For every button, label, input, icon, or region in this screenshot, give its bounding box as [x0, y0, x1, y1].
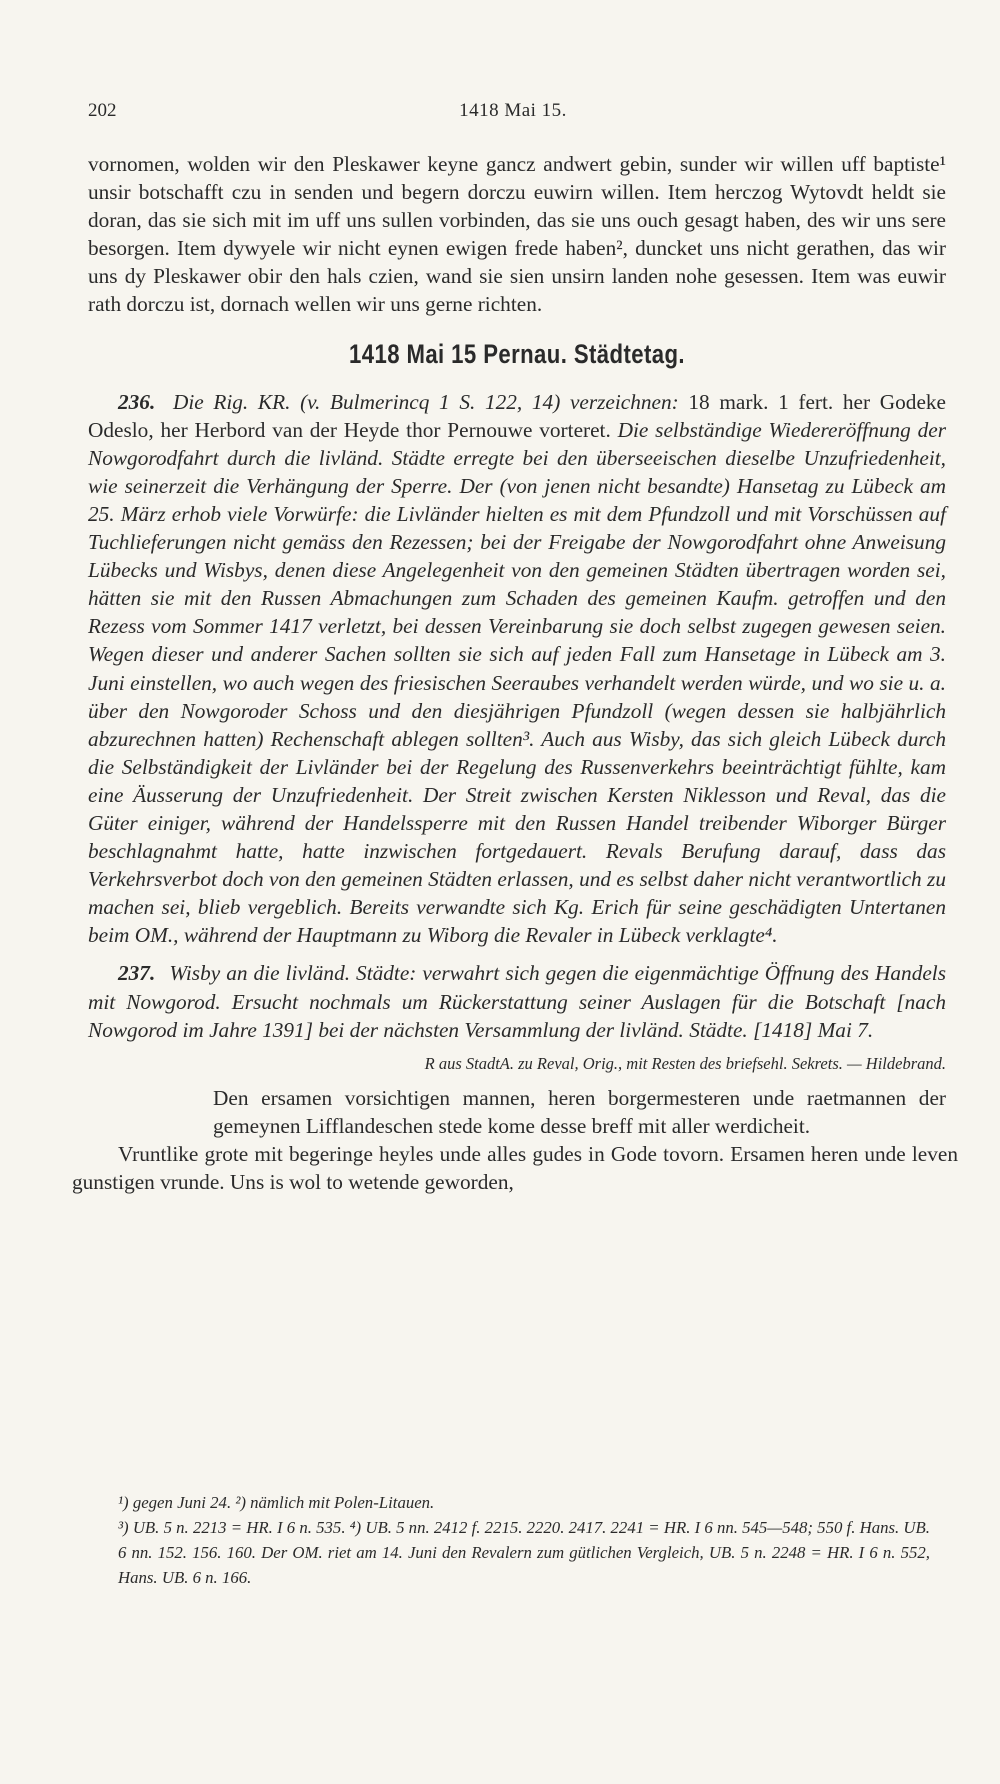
footnote-line-2: ³) UB. 5 n. 2213 = HR. I 6 n. 535. ⁴) UB. 5 nn. 2412 f. 2215. 2220. 2417. 2241 = HR. I 6 nn. 545—548; 550 f. Hans. UB. 6 nn. 152. 156. 160. Der OM. riet am 14. Juni den Revalern zum gütlichen Vergleich, UB. 5 n. 2248 = HR. I 6 n. 552, Hans. UB. 6 n. 166. [118, 1518, 930, 1587]
running-head: 1418 Mai 15. [459, 100, 567, 121]
footnotes [70, 1490, 930, 1590]
source-note: R aus StadtA. zu Reval, Orig., mit Resten des briefsehl. Sekrets. — Hildebrand. [424, 1053, 946, 1073]
entry-237-body: Wisby an die livländ. Städte: verwahrt sich gegen die eigenmächtige Öffnung des Handels mit Nowgorod. Ersucht nochmals um Rückerstattung seiner Auslagen für die Botschaft [nach Nowgorod im Jahre 1391] bei der nächsten Versammlung der livländ. Städte. [1418] Mai 7. [88, 961, 947, 1042]
main-text [72, 150, 958, 1196]
footnote-line-1: ¹) gegen Juni 24. ²) nämlich mit Polen-Litauen. [118, 1493, 435, 1512]
page-header [88, 100, 938, 130]
entry-236-lead-roman: 18 mark. 1 fert. her Godeke Odeslo, her Herbord van der Heyde thor Pernouwe vorteret. [88, 389, 946, 442]
intro-paragraph: vornomen, wolden wir den Pleskawer keyne gancz andwert gebin, sunder wir willen uff baptiste¹ unsir botschafft czu in senden und begern dorczu euwirn willen. Item herczog Wytovdt heldt sie doran, das sie sich mit im uff uns sullen vorbinden, das sie uns ouch gesagt haben, des wir uns sere besorgen. Item dywyele wir nicht eynen ewigen frede haben², duncket uns nicht gerathen, das wir uns dy Pleskawer obir den hals czien, wand sie sien unsirn landen nohe gesessen. Item was euwir rath dorczu ist, dornach wellen wir uns gerne richten. [88, 152, 946, 317]
entry-236 [88, 388, 946, 950]
letter-text: Vruntlike grote mit begeringe heyles unde alles gudes in Gode tovorn. Ersamen heren unde leven gunstigen vrunde. Uns is wol to wetende geworden, [72, 1141, 958, 1194]
entry-236-lead-italic: Die Rig. KR. (v. Bulmerincq 1 S. 122, 14) verzeichnen: [172, 389, 679, 414]
letter-address: Den ersamen vorsichtigen mannen, heren borgermesteren unde raetmannen der gemeynen Lifflandeschen stede kome desse breff mit aller werdicheit. [213, 1085, 946, 1138]
page-number: 202 [88, 100, 117, 121]
entry-236-body: Die selbständige Wiedereröffnung der Nowgorodfahrt durch die livländ. Städte erregte bei den überseeischen dieselbe Unzufriedenheit, wie seinerzeit die Verhängung der Sperre. Der (von jenen nicht besandte) Hansetag zu Lübeck am 25. März erhob viele Vorwürfe: die Livländer hielten es mit dem Pfundzoll und mit Vorschüssen auf Tuchlieferungen nicht gemäss den Rezessen; bei der Freigabe der Nowgorodfahrt ohne Anweisung Lübecks und Wisbys, denen diese Angelegenheit von den gemeinen Städten übertragen worden sei, hätten sie mit den Russen Abmachungen zum Schaden des gemeinen Kaufm. getroffen und den Rezess vom Sommer 1417 verletzt, bei dessen Vereinbarung sie doch selbst zugegen gewesen seien. Wegen dieser und anderer Sachen sollten sie sich auf jeden Fall zum Hansetage in Lübeck am 3. Juni einstellen, wo auch wegen des friesischen Seeraubes verhandelt werden würde, und wo sie u. a. über den Nowgoroder Schoss und den diesjährigen Pfundzoll (wegen dessen sie halbjährlich abzurechnen hatten) Rechenschaft ablegen sollten³. Auch aus Wisby, das sich gleich Lübeck durch die Selbständigkeit der Livländer bei der Regelung des Russenverkehrs beeinträchtigt fühlte, kam eine Äusserung der Unzufriedenheit. Der Streit zwischen Kersten Niklesson und Reval, das die Güter einiger, während der Handelssperre mit den Russen Handel treibender Wiborger Bürger beschlagnahmt hatte, hatte inzwischen fortgedauert. Revals Berufung darauf, dass das Verkehrsverbot doch von den gemeinen Städten erlassen, und es selbst daher nicht verantwortlich zu machen sei, blieb vergeblich. Bereits verwandte sich Kg. Erich für seine geschädigten Untertanen beim OM., während der Hauptmann zu Wiborg die Revaler in Lübeck verklagte⁴. [88, 417, 947, 948]
entry-237-number: 237. [118, 961, 156, 986]
entry-236-number: 236. [118, 389, 156, 414]
entry-237 [88, 959, 946, 1043]
section-heading: 1418 Mai 15 Pernau. Städtetag. [349, 338, 685, 369]
